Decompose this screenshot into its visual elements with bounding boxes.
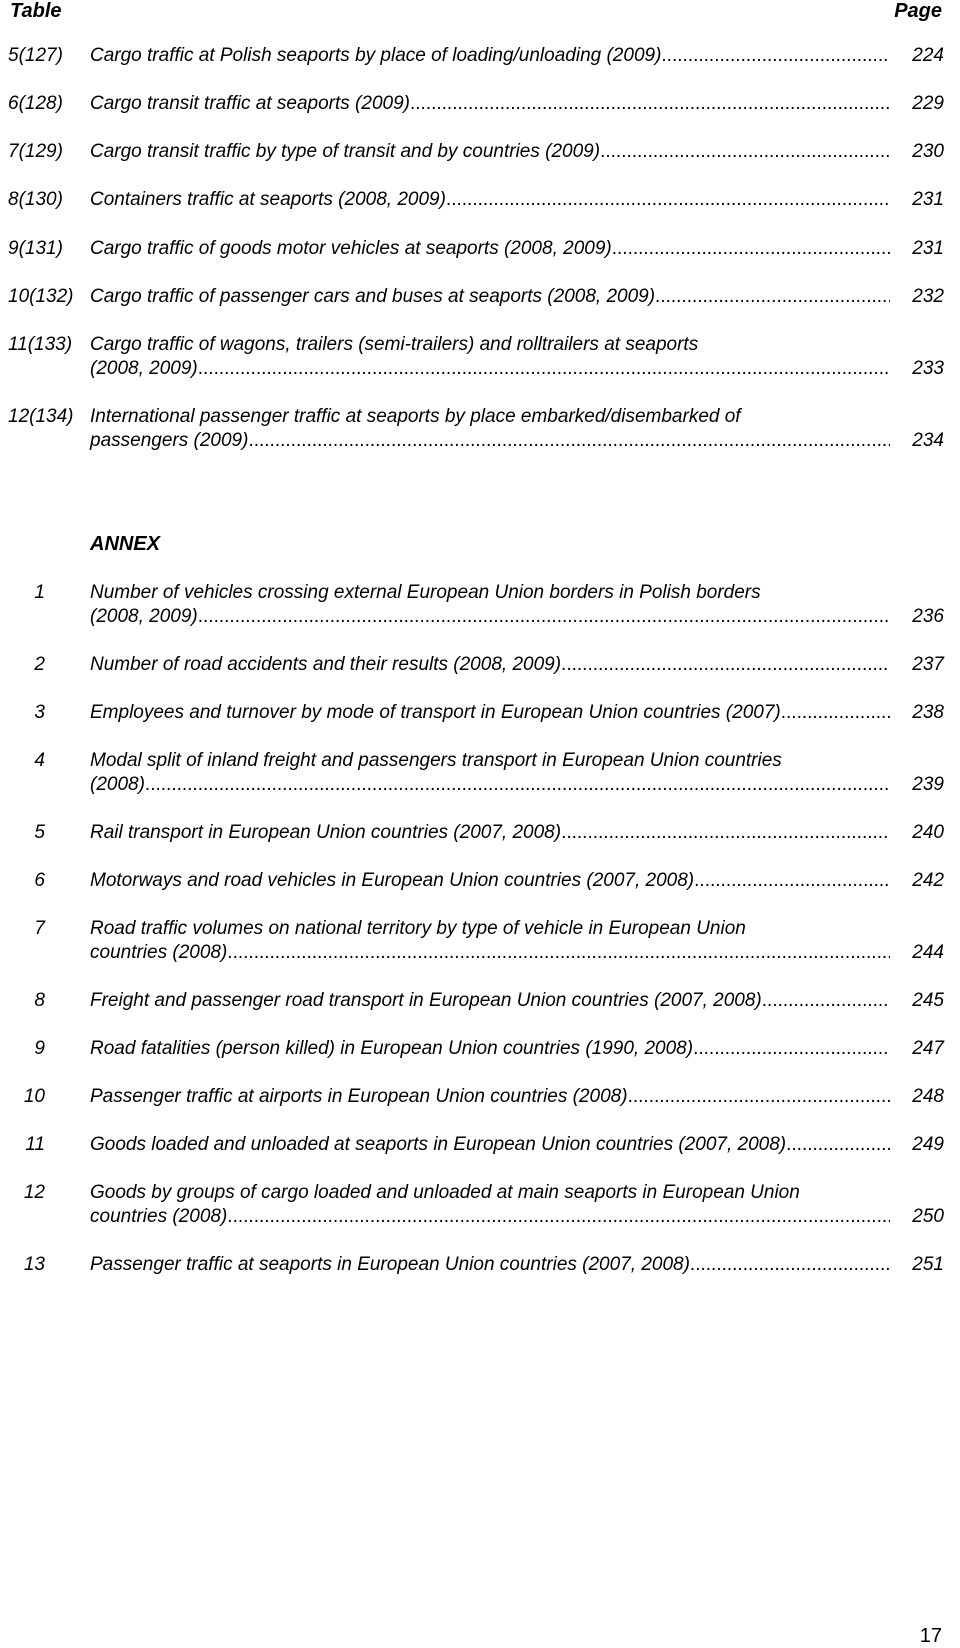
leader-dots [762,989,890,1013]
leader-dots [561,821,890,845]
leader-dots [446,188,890,212]
table-title [90,237,890,261]
annex-title-line: Freight and passenger road transport in European Union countries (2007, 2008) [90,990,762,1011]
annex-page-number: 240 [912,822,944,843]
annex-title-line: Employees and turnover by mode of transport in European Union countries (2007) [90,702,781,723]
annex-title [90,581,890,629]
annex-title [90,1085,890,1109]
table-title [90,405,890,453]
annex-page-number: 245 [912,990,944,1011]
table-title-line: Containers traffic at seaports (2008, 2009) [90,189,446,210]
annex-title-line: Goods loaded and unloaded at seaports in European Union countries (2007, 2008) [90,1134,787,1155]
annex-page-number: 242 [912,870,944,891]
annex-page-number: 238 [912,702,944,723]
annex-page-number: 249 [912,1134,944,1155]
table-number: 7(129) [8,141,63,162]
annex-title-line: (2008, 2009) [90,606,198,627]
leader-dots [145,773,890,797]
annex-number: 5 [34,822,45,843]
annex-number: 4 [34,750,45,771]
table-number: 9(131) [8,238,63,259]
table-page-number: 224 [912,45,944,66]
table-number: 8(130) [8,189,63,210]
table-title [90,140,890,164]
annex-number: 13 [23,1254,45,1275]
annex-heading: ANNEX [90,533,161,555]
toc-header [10,0,942,22]
leader-dots [227,1205,890,1229]
annex-title [90,821,890,845]
annex-title [90,749,890,797]
annex-number: 6 [34,870,45,891]
table-title-line: Cargo transit traffic at seaports (2009) [90,93,410,114]
annex-number: 7 [34,918,45,939]
annex-page-number: 251 [912,1254,944,1275]
table-number: 12(134) [8,406,74,427]
leader-dots [410,92,890,116]
table-page-number: 231 [912,189,944,210]
table-number: 10(132) [8,286,74,307]
table-title-line: Cargo traffic at Polish seaports by place of loading/unloading (2009) [90,45,662,66]
annex-page-number: 244 [912,942,944,963]
leader-dots [694,869,890,893]
table-page-number: 229 [912,93,944,114]
annex-number: 2 [34,654,45,675]
annex-title [90,1133,890,1157]
table-page-number: 231 [912,238,944,259]
leader-dots [781,701,890,725]
table-title [90,285,890,309]
leader-dots [600,140,890,164]
annex-page-number: 239 [912,774,944,795]
annex-title-line: (2008) [90,774,145,795]
annex-title-line: Rail transport in European Union countries (2007, 2008) [90,822,562,843]
table-title-line: International passenger traffic at seaports by place embarked/disembarked of [90,406,741,427]
table-page-number: 230 [912,141,944,162]
annex-title [90,989,890,1013]
annex-title-line: Motorways and road vehicles in European Union countries (2007, 2008) [90,870,695,891]
annex-title-line: Road traffic volumes on national territory by type of vehicle in European Union [90,918,746,939]
leader-dots [561,653,890,677]
leader-dots [227,941,890,965]
annex-title [90,653,890,677]
annex-page-number: 237 [912,654,944,675]
table-title-line: Cargo transit traffic by type of transit and by countries (2009) [90,141,601,162]
annex-number: 10 [23,1086,45,1107]
annex-title [90,1037,890,1061]
table-title [90,188,890,212]
table-title-line: (2008, 2009) [90,358,198,379]
annex-number: 1 [34,582,45,603]
annex-title-line: Road fatalities (person killed) in European Union countries (1990, 2008) [90,1038,694,1059]
table-title [90,44,890,68]
annex-title-line: Number of vehicles crossing external European Union borders in Polish borders [90,582,761,603]
leader-dots [198,357,890,381]
annex-title [90,917,890,965]
leader-dots [655,285,890,309]
table-page-number: 234 [912,430,944,451]
annex-page-number: 248 [912,1086,944,1107]
annex-title-line: Passenger traffic at airports in European Union countries (2008) [90,1086,628,1107]
annex-title [90,869,890,893]
annex-page-number: 250 [912,1206,944,1227]
table-number: 6(128) [8,93,63,114]
page-number: 17 [919,1625,942,1647]
annex-title [90,701,890,725]
leader-dots [661,44,890,68]
leader-dots [693,1037,890,1061]
annex-number: 8 [34,990,45,1011]
table-column-heading: Table [10,0,62,22]
table-title [90,92,890,116]
annex-number: 11 [25,1134,45,1155]
table-title-line: Cargo traffic of wagons, trailers (semi-trailers) and rolltrailers at seaports [90,334,699,355]
leader-dots [612,237,890,261]
annex-number: 9 [34,1038,45,1059]
table-page-number: 232 [912,286,944,307]
annex-page-number: 247 [912,1038,944,1059]
table-title-line: Cargo traffic of goods motor vehicles at seaports (2008, 2009) [90,238,612,259]
annex-title-line: Goods by groups of cargo loaded and unloaded at main seaports in European Union [90,1182,800,1203]
leader-dots [198,605,890,629]
table-title [90,333,890,381]
annex-title-line: countries (2008) [90,942,228,963]
table-title-line: passengers (2009) [90,430,249,451]
leader-dots [248,429,890,453]
annex-title [90,1253,890,1277]
annex-number: 3 [34,702,45,723]
leader-dots [786,1133,890,1157]
annex-title-line: countries (2008) [90,1206,228,1227]
annex-number: 12 [23,1182,45,1203]
annex-title [90,1181,890,1229]
table-title-line: Cargo traffic of passenger cars and buses at seaports (2008, 2009) [90,286,656,307]
annex-title-line: Number of road accidents and their results (2008, 2009) [90,654,562,675]
table-page-number: 233 [912,358,944,379]
table-number: 5(127) [8,45,63,66]
table-number: 11(133) [8,334,73,355]
annex-title-line: Modal split of inland freight and passengers transport in European Union countries [90,750,782,771]
leader-dots [690,1253,890,1277]
annex-title-line: Passenger traffic at seaports in European Union countries (2007, 2008) [90,1254,690,1275]
annex-page-number: 236 [912,606,944,627]
leader-dots [628,1085,890,1109]
page-column-heading: Page [894,0,942,22]
